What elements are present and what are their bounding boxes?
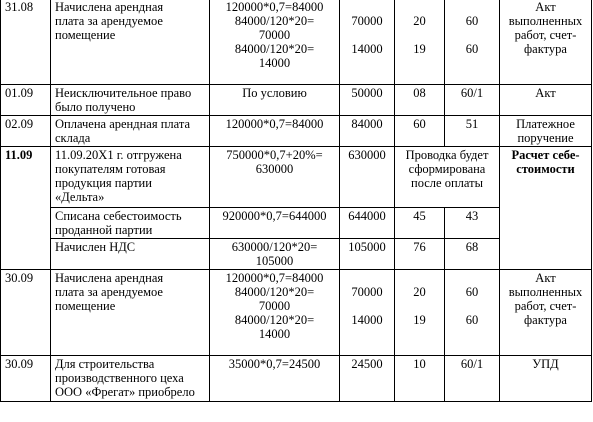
debit-cell: 10	[395, 356, 445, 402]
content-cell: Начислена арендная плата за арендуемое помещение	[51, 270, 210, 356]
debit-cell: 60	[395, 116, 445, 147]
date-cell: 02.09	[1, 116, 51, 147]
calc-cell: 630000/120*20= 105000	[210, 239, 340, 270]
document-cell: Акт	[500, 85, 592, 116]
date-cell: 30.09	[1, 270, 51, 356]
calc-cell: 35000*0,7=24500	[210, 356, 340, 402]
sum-cell: 84000	[340, 116, 395, 147]
credit-cell: 68	[445, 239, 500, 270]
entry-note-cell: Проводка будет сформирована после оплаты	[395, 147, 500, 208]
credit-cell: 51	[445, 116, 500, 147]
sum-cell: 70000 14000	[340, 270, 395, 356]
credit-cell: 60/1	[445, 85, 500, 116]
table-row	[1, 116, 592, 147]
credit-cell: 60 60	[445, 270, 500, 356]
debit-cell: 20 19	[395, 0, 445, 85]
table-row	[1, 0, 592, 85]
debit-cell: 20 19	[395, 270, 445, 356]
calc-cell: 120000*0,7=84000 84000/120*20= 70000 84000/120*20= 14000	[210, 270, 340, 356]
sum-cell: 70000 14000	[340, 0, 395, 85]
table-row	[1, 356, 592, 402]
table-row	[1, 85, 592, 116]
debit-cell: 45	[395, 208, 445, 239]
date-cell: 30.09	[1, 356, 51, 402]
document-cell: Акт выполненных работ, счет- фактура	[500, 270, 592, 356]
content-cell: 11.09.20Х1 г. отгружена покупателям готовая продукция партии «Дельта»	[51, 147, 210, 208]
debit-cell: 76	[395, 239, 445, 270]
content-cell: Для строительства производственного цеха ООО «Фрегат» приобрело	[51, 356, 210, 402]
sum-cell: 50000	[340, 85, 395, 116]
document-cell: Акт выполненных работ, счет- фактура	[500, 0, 592, 85]
calc-cell: 750000*0,7+20%= 630000	[210, 147, 340, 208]
content-cell: Начислена арендная плата за арендуемое помещение	[51, 0, 210, 85]
sum-cell: 630000	[340, 147, 395, 208]
document-cell: Платежное поручение	[500, 116, 592, 147]
sum-cell: 644000	[340, 208, 395, 239]
credit-cell: 43	[445, 208, 500, 239]
document-cell: Расчет себе- стоимости	[500, 147, 592, 270]
date-cell: 01.09	[1, 85, 51, 116]
calc-cell: По условию	[210, 85, 340, 116]
content-cell: Неисключительное право было получено	[51, 85, 210, 116]
content-cell: Списана себестоимость проданной партии	[51, 208, 210, 239]
table-row	[1, 270, 592, 356]
credit-cell: 60/1	[445, 356, 500, 402]
credit-cell: 60 60	[445, 0, 500, 85]
sum-cell: 105000	[340, 239, 395, 270]
sum-cell: 24500	[340, 356, 395, 402]
content-cell: Оплачена арендная плата склада	[51, 116, 210, 147]
document-cell: УПД	[500, 356, 592, 402]
calc-cell: 120000*0,7=84000	[210, 116, 340, 147]
date-cell: 11.09	[1, 147, 51, 270]
date-cell: 31.08	[1, 0, 51, 85]
calc-cell: 120000*0,7=84000 84000/120*20= 70000 84000/120*20= 14000	[210, 0, 340, 85]
calc-cell: 920000*0,7=644000	[210, 208, 340, 239]
content-cell: Начислен НДС	[51, 239, 210, 270]
debit-cell: 08	[395, 85, 445, 116]
table-row	[1, 147, 592, 208]
